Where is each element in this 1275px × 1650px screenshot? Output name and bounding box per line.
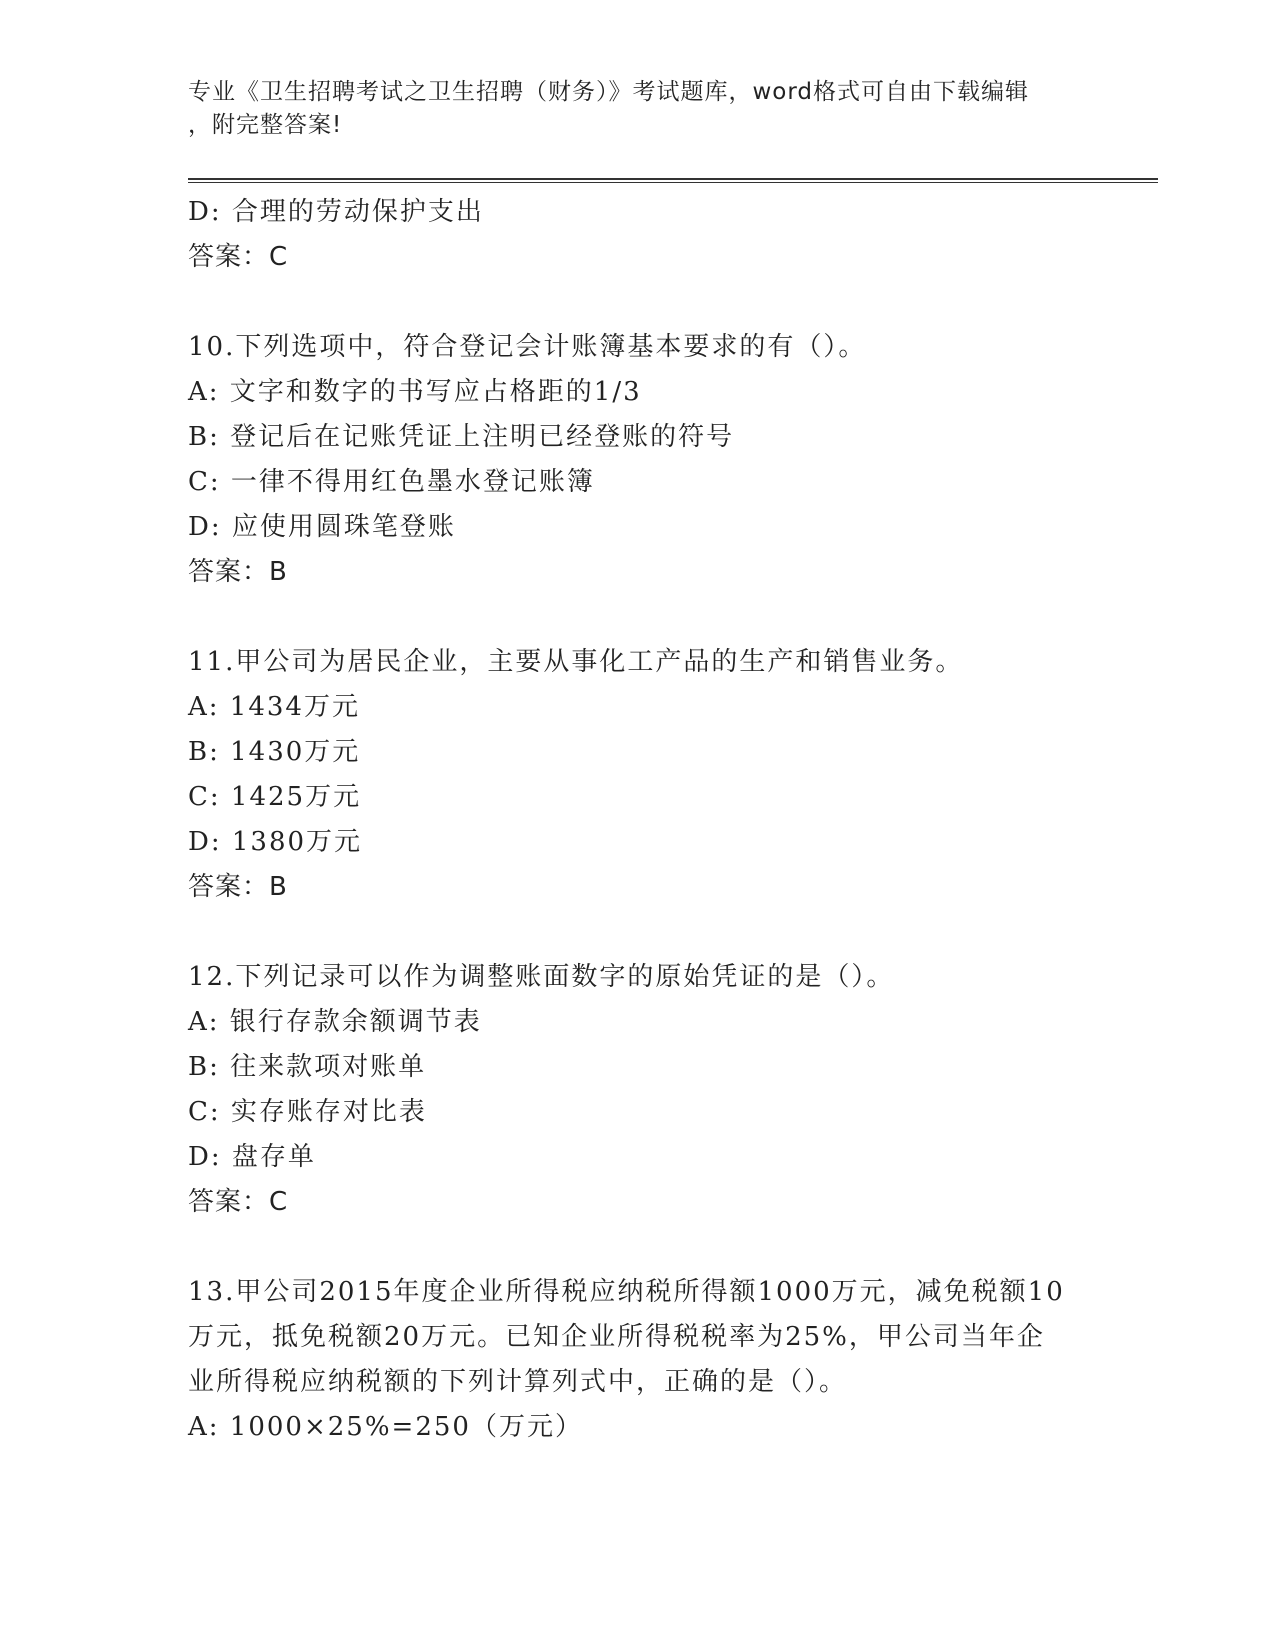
option-c: C: 1425万元 (188, 782, 362, 812)
question-stem: 10.下列选项中，符合登记会计账簿基本要求的有（）。 (188, 332, 867, 362)
option-d: D: 应使用圆珠笔登账 (188, 512, 456, 542)
option-b: B: 往来款项对账单 (188, 1052, 427, 1082)
question-list (188, 190, 1088, 1450)
option-a: A: 文字和数字的书写应占格距的1/3 (188, 377, 642, 407)
answer-line: 答案：C (188, 242, 289, 272)
option-c: C: 一律不得用红色墨水登记账簿 (188, 467, 595, 497)
option-a: A: 银行存款余额调节表 (188, 1007, 482, 1037)
spacer (188, 1225, 1088, 1270)
spacer (188, 910, 1088, 955)
question-13 (188, 1270, 1088, 1450)
question-stem: 12.下列记录可以作为调整账面数字的原始凭证的是（）。 (188, 962, 895, 992)
document-header (188, 76, 1088, 142)
question-stem-line-2: 万元，抵免税额20万元。已知企业所得税税率为25%，甲公司当年企 (188, 1322, 1045, 1352)
header-line-2: ，附完整答案! (188, 112, 343, 138)
option-d: D: 盘存单 (188, 1142, 316, 1172)
question-stem-line-1: 13.甲公司2015年度企业所得税应纳税所得额1000万元，减免税额10 (188, 1277, 1065, 1307)
question-12 (188, 955, 1088, 1225)
option-d: D: 1380万元 (188, 827, 363, 857)
answer-line: 答案：B (188, 557, 288, 587)
option-c: C: 实存账存对比表 (188, 1097, 427, 1127)
option-b: B: 1430万元 (188, 737, 361, 767)
question-stem-line-3: 业所得税应纳税额的下列计算列式中，正确的是（）。 (188, 1367, 848, 1397)
answer-line: 答案：C (188, 1187, 289, 1217)
header-divider (188, 178, 1158, 183)
spacer (188, 280, 1088, 325)
header-line-1: 专业《卫生招聘考试之卫生招聘（财务）》考试题库，word格式可自由下载编辑 (188, 79, 1030, 105)
option-a: A: 1000×25%=250（万元） (188, 1412, 583, 1442)
question-11 (188, 640, 1088, 910)
spacer (188, 595, 1088, 640)
question-stem: 11.甲公司为居民企业，主要从事化工产品的生产和销售业务。 (188, 647, 964, 677)
option-a: A: 1434万元 (188, 692, 360, 722)
answer-line: 答案：B (188, 872, 288, 902)
question-10 (188, 325, 1088, 595)
option-b: B: 登记后在记账凭证上注明已经登账的符号 (188, 422, 735, 452)
option-d: D: 合理的劳动保护支出 (188, 197, 484, 227)
